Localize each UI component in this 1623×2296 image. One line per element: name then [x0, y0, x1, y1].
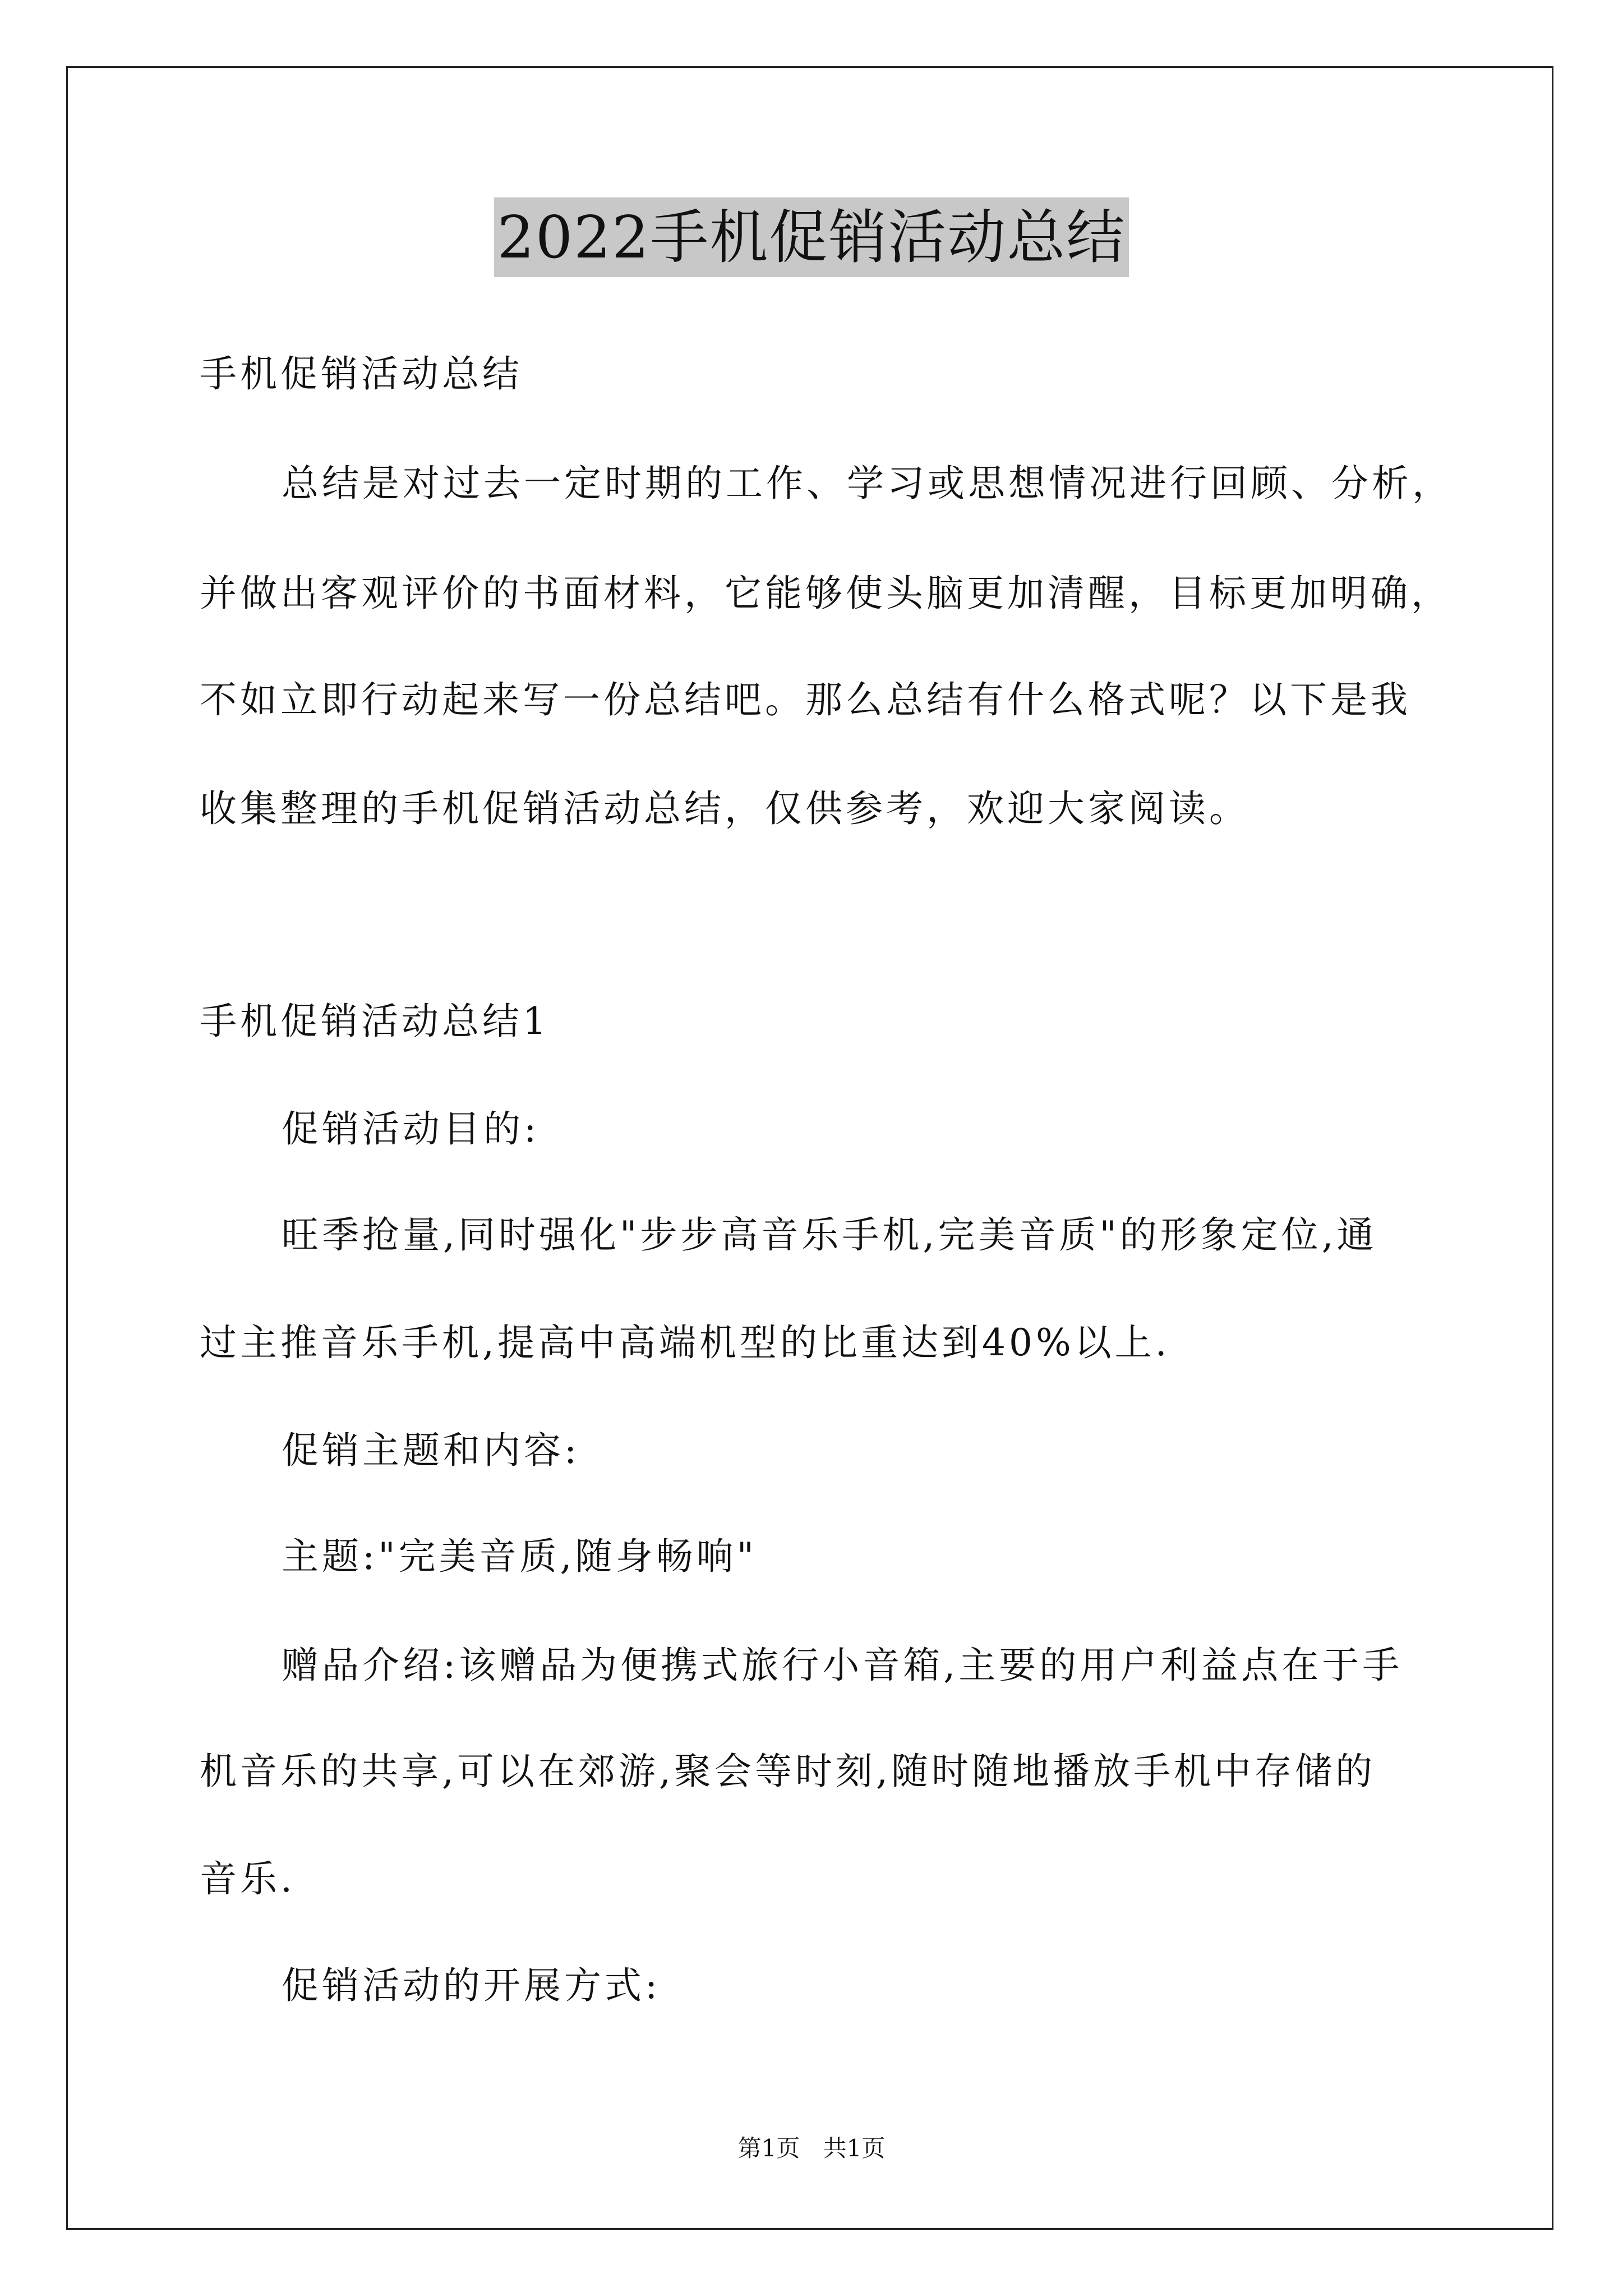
- paragraph-line: 音乐.: [200, 1857, 296, 1901]
- page-number: 第1页: [737, 2134, 800, 2162]
- section-heading: 手机促销活动总结: [200, 352, 523, 395]
- paragraph-line: 总结是对过去一定时期的工作、学习或思想情况进行回顾、分析，: [282, 462, 1453, 505]
- paragraph-line: 促销主题和内容:: [282, 1429, 580, 1472]
- paragraph-line: 机音乐的共享,可以在郊游,聚会等时刻,随时随地播放手机中存储的: [200, 1750, 1376, 1793]
- page-footer: [0, 2132, 1623, 2165]
- paragraph-line: 收集整理的手机促销活动总结，仅供参考，欢迎大家阅读。: [200, 787, 1249, 830]
- paragraph-line: 赠品介绍:该赠品为便携式旅行小音箱,主要的用户利益点在于手: [282, 1644, 1403, 1687]
- page-total: 共1页: [823, 2134, 886, 2162]
- paragraph-line: 并做出客观评价的书面材料，它能够使头脑更加清醒，目标更加明确，: [200, 572, 1451, 615]
- paragraph-line: 不如立即行动起来写一份总结吧。那么总结有什么格式呢？以下是我: [200, 678, 1411, 721]
- document-title: 2022手机促销活动总结: [494, 197, 1129, 277]
- paragraph-line: 促销活动目的:: [282, 1107, 540, 1151]
- paragraph-line: 促销活动的开展方式:: [282, 1964, 661, 2007]
- paragraph-line: 主题:"完美音质,随身畅响": [282, 1535, 757, 1578]
- title-container: [0, 197, 1623, 277]
- section-heading: 手机促销活动总结1: [200, 1000, 550, 1043]
- paragraph-line: 过主推音乐手机,提高中高端机型的比重达到40%以上.: [200, 1321, 1170, 1364]
- paragraph-line: 旺季抢量,同时强化"步步高音乐手机,完美音质"的形象定位,通: [282, 1213, 1377, 1257]
